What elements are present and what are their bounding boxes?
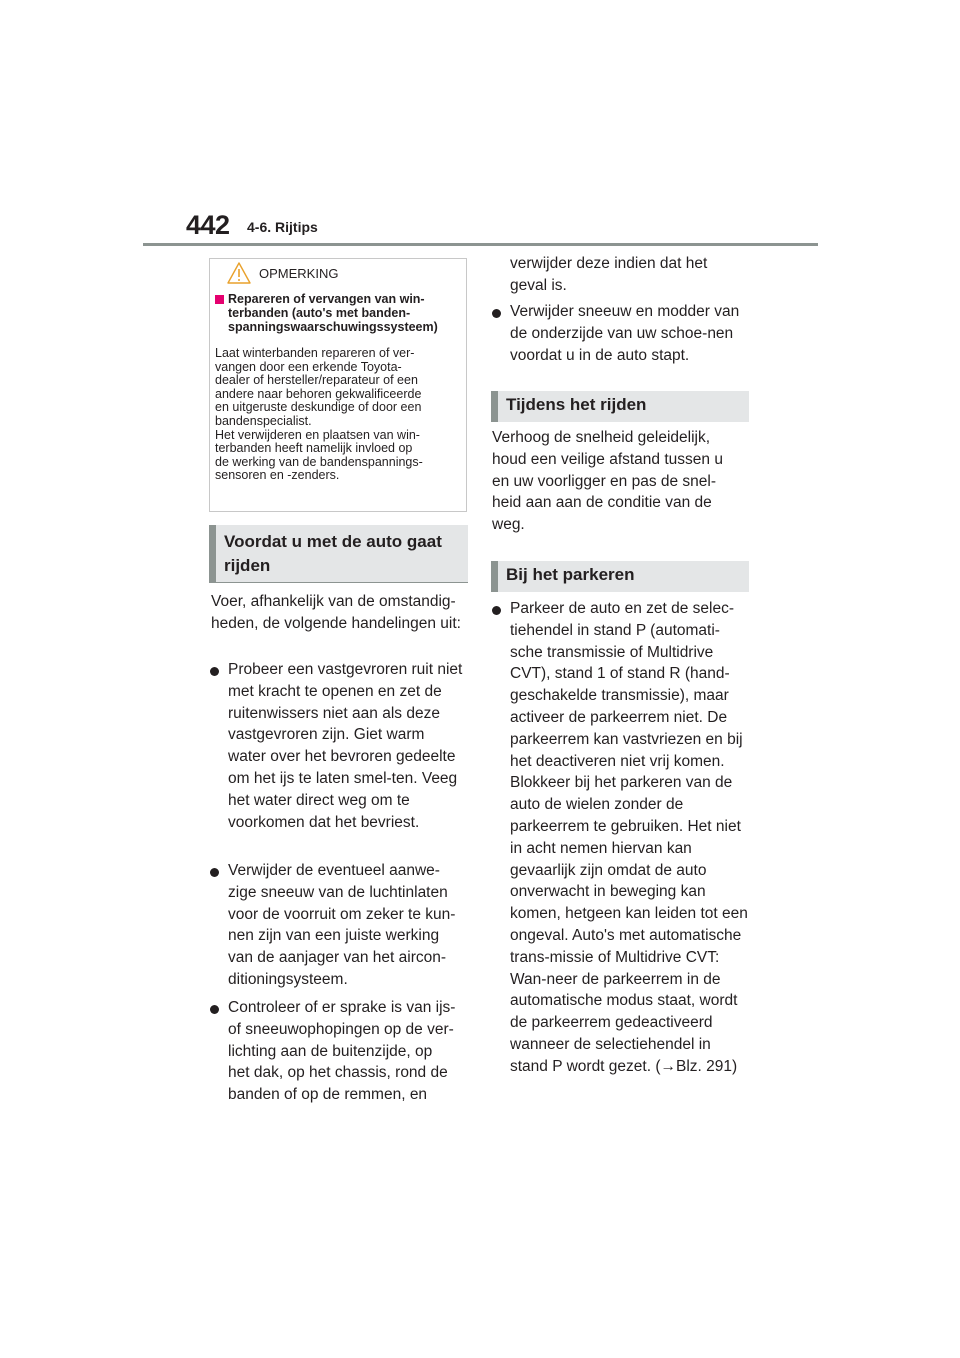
heading-before-driving-line2: rijden [224,556,271,575]
bullet-dot-icon [210,667,219,676]
notice-line: sensoren en -zenders. [215,468,340,483]
before-driving-intro: Voer, afhankelijk van de omstandig-heden, de volgende handelingen uit: [211,593,461,632]
notice-label: OPMERKING [259,266,339,281]
page-number: 442 [186,210,230,240]
notice-line: de werking van de bandenspannings- [215,454,423,469]
heading-while-driving-text: Tijdens het rijden [506,395,647,414]
bullet-dot-icon [492,309,501,318]
notice-line: Laat winterbanden repareren of ver- [215,346,415,360]
heading-before-driving-line1: Voordat u met de auto gaat [224,532,442,551]
notice-line: andere naar behoren gekwalificeerde [215,386,422,401]
bullet-snow-shoes: Verwijder sneeuw en modder van de onderzijde van uw schoe-nen voordat u in de auto stapt. [492,301,748,366]
notice-line: en uitgeruste deskundige of door een [215,400,422,415]
heading-while-driving [491,391,749,422]
bullet-frozen-window: Probeer een vastgevroren ruit niet met kracht te openen en zet de ruitenwissers niet aan als deze vastgevroren zijn. Giet warm water over het bevroren gedeelte om het ijs te laten smel-ten. Veeg het water direct weg om te voorkomen dat het bevriest. [210,659,466,833]
notice-line: terbanden heeft namelijk invloed op [215,441,413,456]
bullet-dot-icon [210,1005,219,1014]
notice-body [215,347,463,483]
notice-line: vangen door een erkende Toyota- [215,359,402,374]
notice-line: bandenspecialist. [215,413,312,428]
bullet-dot-icon [210,868,219,877]
notice-box [209,258,467,512]
while-driving-text: Verhoog de snelheid geleidelijk, houd een veilige afstand tussen u en uw voorligger en pas de snel-heid aan aan de conditie van de weg. [492,429,723,534]
heading-before-driving [209,525,468,582]
notice-line: dealer of hersteller/reparateur of een [215,373,418,388]
ice-check-continuation: verwijder deze indien dat het geval is. [510,255,708,294]
section-title: 4-6. Rijtips [247,219,318,235]
square-bullet-icon [215,295,224,304]
bullet-air-inlets: Verwijder de eventueel aanwe-zige sneeuw van de luchtinlaten voor de voorruit om zeker te kun-nen zijn van een juiste werking van de aanjager van het aircon-ditioningsysteem. [210,860,466,991]
bullet-parking: Parkeer de auto en zet de selec-tiehendel in stand P (automati-sche transmissie of Multidrive CVT), stand 1 of stand R (hand-geschakelde transmissie), maar activeer de parkeerrem niet. De parkeerrem kan vastvriezen en bij het deactiveren niet vrij komen. Blokkeer bij het parkeren van de auto de wielen zonder de parkeerrem te gebruiken. Het niet in acht nemen hiervan kan gevaarlijk zijn omdat de auto onverwacht in beweging kan komen, hetgeen kan leiden tot een ongeval. Auto's met automatische trans-missie of Multidrive CVT: Wan-neer de parkeerrem in de automatische modus staat, wordt de parkeerrem gedeactiveerd wanneer de selectiehendel in stand P wordt gezet. (→Blz. 291) [492,598,750,1078]
bullet-dot-icon [492,606,501,615]
notice-title [215,292,461,334]
heading-parking-text: Bij het parkeren [506,565,635,584]
notice-line: Het verwijderen en plaatsen van win- [215,427,420,442]
warning-triangle-icon [226,260,252,286]
notice-title-text: Repareren of vervangen van win-terbanden (auto's met banden-spanningswaarschuwingssysteem) [228,292,438,334]
header-rule [143,243,818,246]
heading-parking [491,561,749,592]
